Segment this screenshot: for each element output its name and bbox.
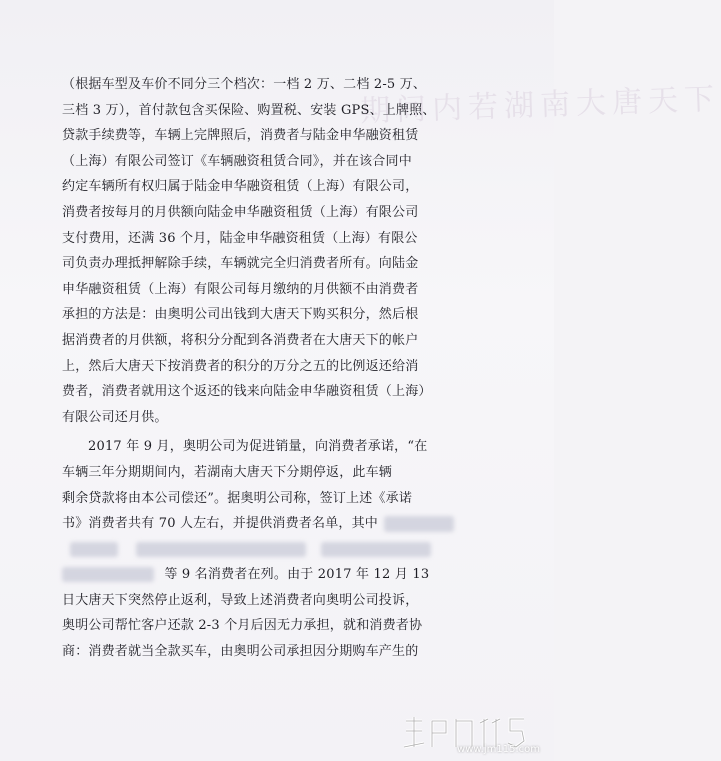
redacted-names bbox=[136, 542, 306, 557]
redacted-names bbox=[321, 542, 431, 557]
paragraph-2-line: 商：消费者就当全款买车，由奥明公司承担因分期购车产生的 bbox=[62, 644, 419, 660]
paragraph-2-line: 2017 年 9 月，奥明公司为促进销量，向消费者承诺，“在 bbox=[88, 439, 428, 455]
paragraph-2-line-text: 书》消费者共有 70 人左右，并提供消费者名单，其中 bbox=[62, 516, 379, 532]
bleed-through-text: 期间内若湖南大唐天下 bbox=[359, 81, 721, 130]
paragraph-2-line bbox=[62, 511, 482, 537]
text-line: 承担的方法是：由奥明公司出钱到大唐天下购买积分，然后根 bbox=[62, 307, 419, 323]
text-line: （上海）有限公司签订《车辆融资租赁合同》，并在该合同中 bbox=[62, 153, 412, 169]
document-body bbox=[62, 72, 482, 665]
paragraph-2-line: 剩余贷款将由本公司偿还”。据奥明公司称，签订上述《承诺 bbox=[62, 490, 413, 506]
text-line: 上，然后大唐天下按消费者的积分的万分之五的比例返还给消 bbox=[62, 358, 419, 374]
text-line: 申华融资租赁（上海）有限公司每月缴纳的月供额不由消费者 bbox=[62, 281, 419, 297]
text-line: 支付费用，还满 36 个月，陆金申华融资租赁（上海）有限公 bbox=[62, 230, 418, 246]
paragraph-2-line: 车辆三年分期期间内，若湖南大唐天下分期停返，此车辆 bbox=[62, 464, 393, 480]
redacted-names bbox=[384, 516, 454, 532]
text-line: 消费者按每月的月供额向陆金申华融资租赁（上海）有限公司 bbox=[62, 204, 419, 220]
redacted-names bbox=[62, 567, 154, 582]
watermark-url: www.jm115.com bbox=[457, 744, 540, 755]
text-line: 司负责办理抵押解除手续，车辆就完全归消费者所有。向陆金 bbox=[62, 256, 419, 272]
redacted-line bbox=[62, 537, 482, 563]
text-line: 三档 3 万），首付款包含买保险、购置税、安装 GPS、上牌照、 bbox=[62, 102, 436, 118]
text-line: 费者，消费者就用这个返还的钱来向陆金申华融资租赁（上海） bbox=[62, 384, 432, 400]
redacted-names bbox=[70, 542, 118, 557]
paragraph-2-line bbox=[62, 562, 482, 588]
text-line: 有限公司还月供。 bbox=[62, 409, 168, 425]
text-line: 据消费者的月供额，将积分分配到各消费者在大唐天下的帐户 bbox=[62, 332, 419, 348]
text-line: （根据车型及车价不同分三个档次：一档 2 万、二档 2-5 万、 bbox=[62, 77, 427, 92]
paragraph-2-line: 日大唐天下突然停止返利，导致上述消费者向奥明公司投诉， bbox=[62, 592, 419, 608]
text-line: 贷款手续费等，车辆上完牌照后，消费者与陆金申华融资租赁 bbox=[62, 128, 419, 144]
paragraph-2-line: 奥明公司帮忙客户还款 2-3 个月后因无力承担，就和消费者协 bbox=[62, 618, 423, 634]
paragraph-2-line-text: 等 9 名消费者在列。由于 2017 年 12 月 13 bbox=[164, 567, 430, 583]
text-line: 约定车辆所有权归属于陆金申华融资租赁（上海）有限公司， bbox=[62, 179, 419, 195]
